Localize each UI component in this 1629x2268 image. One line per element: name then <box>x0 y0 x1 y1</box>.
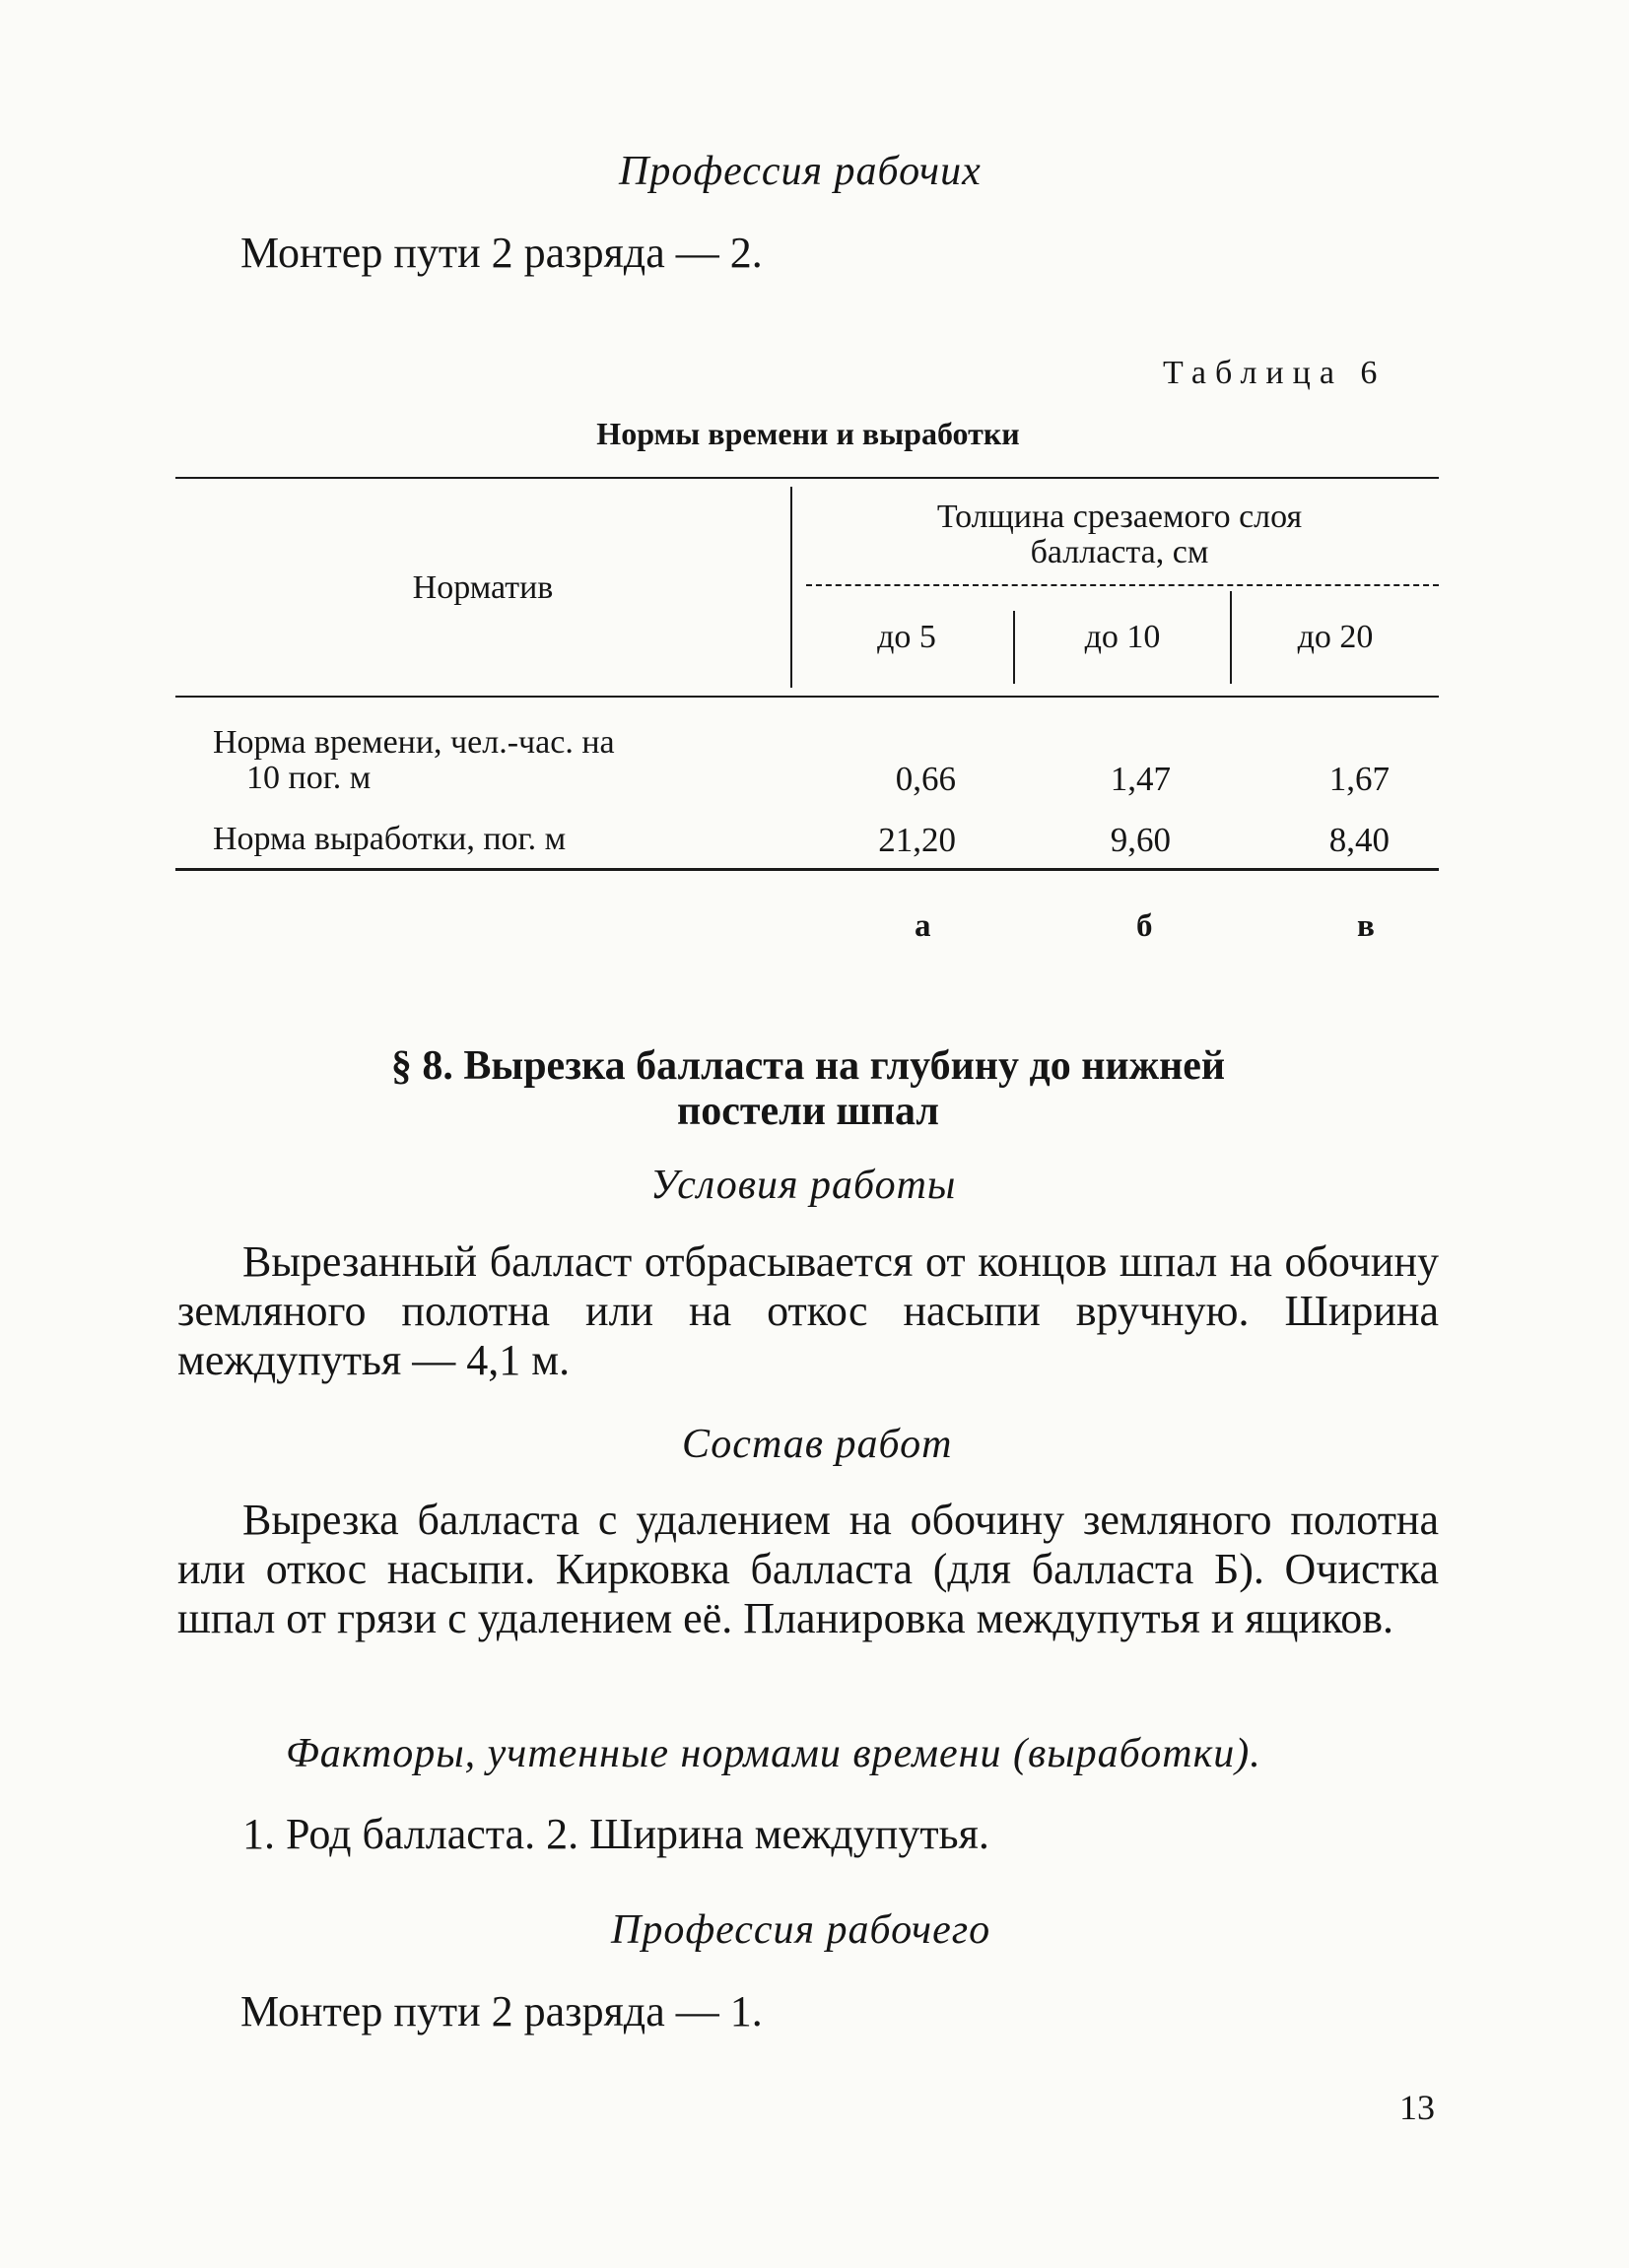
col-header-1: до 5 <box>877 619 936 655</box>
conditions-heading: Условия работы <box>650 1163 957 1208</box>
worker-line-2: Монтер пути 2 разряда — 1. <box>240 1987 763 2035</box>
composition-heading: Состав работ <box>682 1422 953 1467</box>
cell-value: 1,67 <box>1328 760 1390 798</box>
header-normative: Норматив <box>412 569 554 606</box>
table-top-rule <box>175 477 1439 479</box>
page-number: 13 <box>1399 2088 1435 2127</box>
row-label-line1: Норма времени, чел.-час. на <box>213 724 615 761</box>
header-subrule <box>806 584 1439 586</box>
header-bottom-rule <box>175 696 1439 698</box>
factors-heading: Факторы, учтенные нормами времени (выработки). <box>286 1731 1261 1776</box>
profession-heading: Профессия рабочих <box>619 149 982 194</box>
factors-text: 1. Род балласта. 2. Ширина междупутья. <box>242 1810 989 1858</box>
section-title-line2: постели шпал <box>677 1089 939 1134</box>
header-group-line1: Толщина срезаемого слоя <box>936 499 1303 535</box>
section-title-line1: § 8. Вырезка балласта на глубину до нижней <box>390 1043 1226 1089</box>
col-header-2: до 10 <box>1084 619 1161 655</box>
row-label-line1: Норма выработки, пог. м <box>213 821 567 857</box>
footer-letter-a: а <box>915 908 931 944</box>
table-bottom-rule <box>175 868 1439 871</box>
worker-line: Монтер пути 2 разряда — 2. <box>240 229 763 277</box>
table-divider <box>790 487 792 688</box>
footer-letter-b: б <box>1136 908 1153 944</box>
profession-heading-2: Профессия рабочего <box>611 1907 991 1953</box>
cell-value: 8,40 <box>1328 821 1390 859</box>
cell-value: 0,66 <box>895 760 956 798</box>
cell-value: 1,47 <box>1110 760 1171 798</box>
table-title: Нормы времени и выработки <box>596 416 1020 451</box>
footer-letter-v: в <box>1357 908 1375 944</box>
conditions-paragraph: Вырезанный балласт отбрасывается от концов шпал на обочину земляного полотна или на откос насыпи вручную. Ширина междупутья — 4,1 м. <box>177 1237 1439 1384</box>
composition-paragraph: Вырезка балласта с удалением на обочину земляного полотна или откос насыпи. Кирковка балласта (для балласта Б). Очистка шпал от грязи с удалением её. Планировка междупутья и ящиков. <box>177 1496 1439 1642</box>
header-group-line2: балласта, см <box>1030 534 1209 570</box>
cell-value: 21,20 <box>878 821 956 859</box>
row-label-line2: 10 пог. м <box>246 760 372 796</box>
table-label: Таблица 6 <box>1163 355 1387 391</box>
cell-value: 9,60 <box>1110 821 1171 859</box>
col-header-3: до 20 <box>1297 619 1374 655</box>
